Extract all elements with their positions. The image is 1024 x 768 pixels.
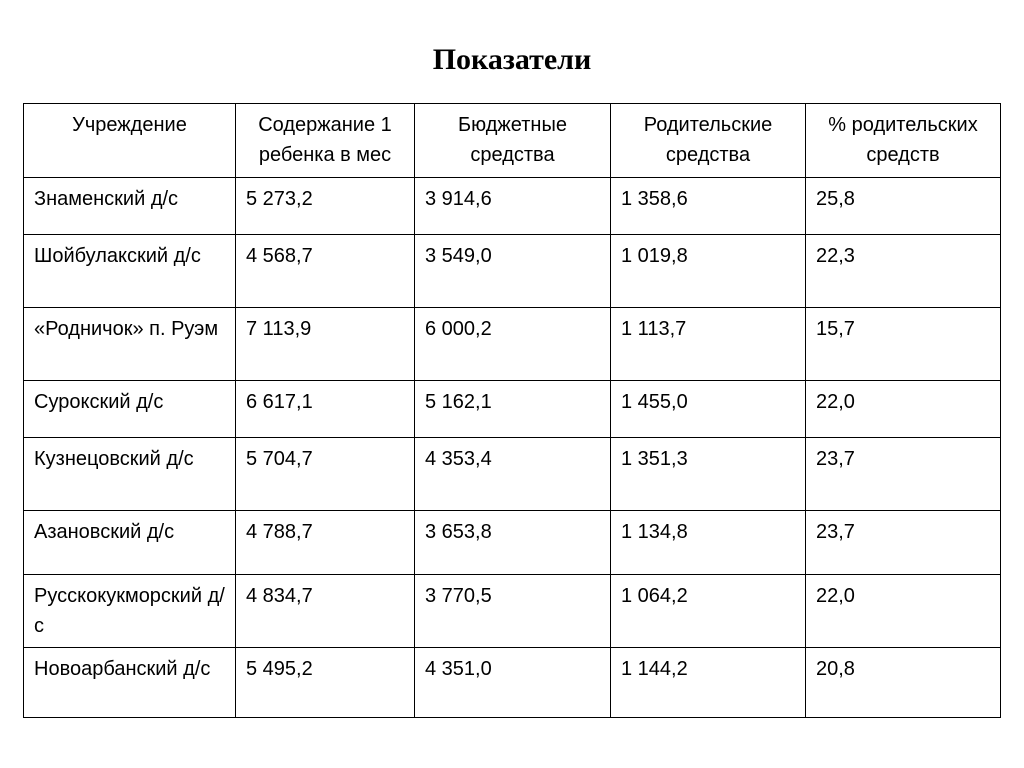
cell-cost-per-child: 4 788,7: [236, 511, 415, 575]
cell-parent-funds: 1 019,8: [611, 235, 806, 308]
cell-parent-funds: 1 144,2: [611, 648, 806, 718]
header-budget-funds: Бюджетные средства: [415, 104, 611, 178]
cell-institution: Сурокский д/с: [24, 381, 236, 438]
header-cost-per-child: Содержание 1 ребенка в мес: [236, 104, 415, 178]
cell-institution: «Родничок» п. Руэм: [24, 308, 236, 381]
cell-budget-funds: 3 914,6: [415, 178, 611, 235]
cell-parent-percent: 23,7: [806, 511, 1001, 575]
cell-institution: Кузнецовский д/с: [24, 438, 236, 511]
table-row: [24, 438, 1001, 511]
cell-parent-percent: 15,7: [806, 308, 1001, 381]
cell-budget-funds: 3 770,5: [415, 575, 611, 648]
table-row: [24, 575, 1001, 648]
header-parent-funds: Родительские средства: [611, 104, 806, 178]
cell-budget-funds: 6 000,2: [415, 308, 611, 381]
cell-budget-funds: 4 351,0: [415, 648, 611, 718]
cell-parent-percent: 23,7: [806, 438, 1001, 511]
cell-budget-funds: 5 162,1: [415, 381, 611, 438]
cell-institution: Новоарбанский д/с: [24, 648, 236, 718]
cell-cost-per-child: 7 113,9: [236, 308, 415, 381]
table-row: [24, 178, 1001, 235]
cell-parent-percent: 20,8: [806, 648, 1001, 718]
cell-cost-per-child: 6 617,1: [236, 381, 415, 438]
cell-parent-funds: 1 113,7: [611, 308, 806, 381]
cell-cost-per-child: 5 704,7: [236, 438, 415, 511]
page-title: Показатели: [432, 43, 592, 76]
table-header-row: [24, 104, 1001, 178]
cell-parent-percent: 22,0: [806, 575, 1001, 648]
cell-budget-funds: 3 653,8: [415, 511, 611, 575]
cell-institution: Знаменский д/с: [24, 178, 236, 235]
cell-cost-per-child: 4 834,7: [236, 575, 415, 648]
indicators-table: [23, 103, 1001, 718]
table-row: [24, 511, 1001, 575]
table-row: [24, 381, 1001, 438]
cell-budget-funds: 4 353,4: [415, 438, 611, 511]
cell-budget-funds: 3 549,0: [415, 235, 611, 308]
header-institution: Учреждение: [24, 104, 236, 178]
cell-parent-funds: 1 134,8: [611, 511, 806, 575]
cell-parent-percent: 22,0: [806, 381, 1001, 438]
table-row: [24, 235, 1001, 308]
cell-parent-percent: 22,3: [806, 235, 1001, 308]
header-parent-percent: % родительских средств: [806, 104, 1001, 178]
cell-institution: Шойбулакский д/с: [24, 235, 236, 308]
cell-cost-per-child: 4 568,7: [236, 235, 415, 308]
cell-parent-funds: 1 358,6: [611, 178, 806, 235]
cell-parent-funds: 1 064,2: [611, 575, 806, 648]
cell-parent-percent: 25,8: [806, 178, 1001, 235]
cell-cost-per-child: 5 495,2: [236, 648, 415, 718]
cell-parent-funds: 1 455,0: [611, 381, 806, 438]
cell-cost-per-child: 5 273,2: [236, 178, 415, 235]
cell-parent-funds: 1 351,3: [611, 438, 806, 511]
table-row: [24, 308, 1001, 381]
cell-institution: Русскокукморский д/с: [24, 575, 236, 648]
table-row: [24, 648, 1001, 718]
cell-institution: Азановский д/с: [24, 511, 236, 575]
